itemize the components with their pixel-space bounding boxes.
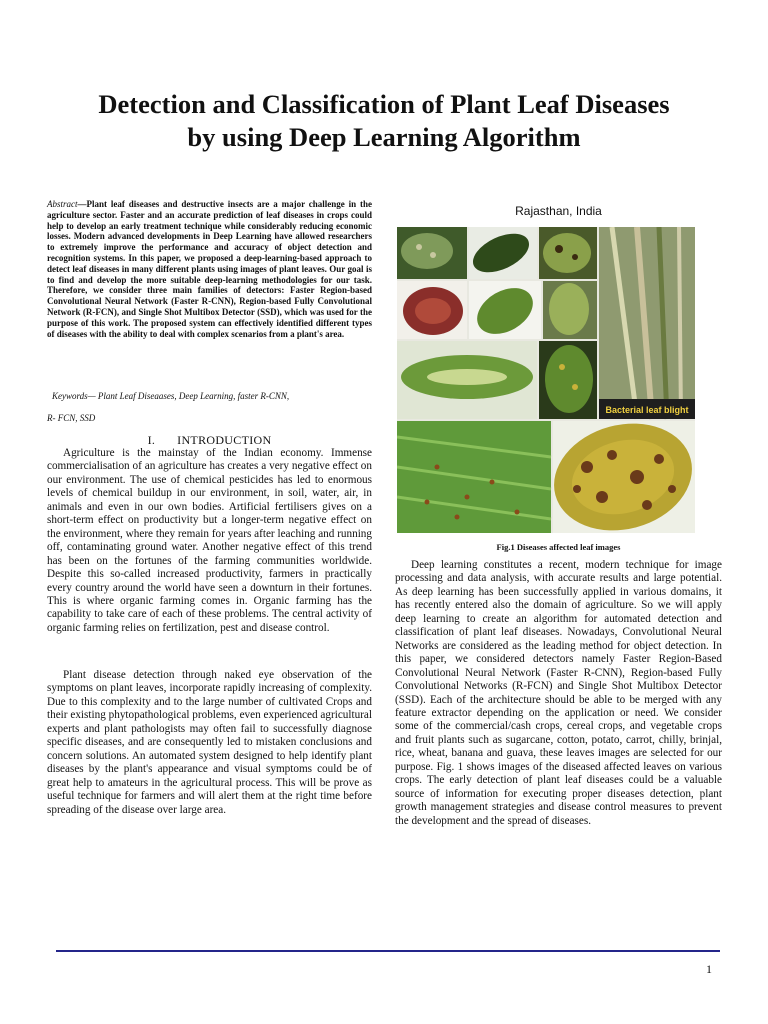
section-title: INTRODUCTION — [177, 433, 272, 447]
keywords-line-2: R- FCN, SSD — [47, 413, 96, 423]
title-line-1: Detection and Classification of Plant Leaf Diseases — [98, 89, 670, 119]
figure-caption: Fig.1 Diseases affected leaf images — [496, 542, 621, 552]
intro-paragraph-2: Plant disease detection through naked eye observation of the symptoms on plant leaves, incorporate rapidly increasing of complexity. Due to this complexity and to the large number of cultivated Crops and their existing phytopathological problems, even experienced agricultural experts and plant pathologists may often fail to successfully diagnose specific diseases, and are consequently led to mistaken conclusions and concern solutions. An automated system designed to help identify plant diseases by the plant's appearance and visual symptoms could be of great help to amateurs in the agricultural process. This will be prove as useful technique for farmers and will alert them at the right time before spreading of the disease over large area. — [47, 669, 372, 816]
leaf-collage-image — [397, 227, 695, 533]
right-paragraph: Deep learning constitutes a recent, modern technique for image processing and data analysis, with accurate results and large potential. As deep learning has been successfully applied in various domains, it has recently entered also the domain of agriculture. So we will apply deep learning to create an algorithm for automated detection and classification of plant leaf diseases. Nowadays, Convolutional Neural Networks are considered as the leading method for object detection. In this paper, we considered detectors namely Faster Region-Based Convolutional Neural Network (Faster R-CNN), Region-based Fully Convolutional Networks (R-FCN) and Single Shot Multibox Detector (SSD). Each of the architecture should be able to be merged with any feature extractor depending on the application or need. We consider some of the commercial/cash crops, cereal crops, and vegetable crops and fruit plants such as sugarcane, cotton, potato, carrot, chilly, brinjal, rice, wheat, banana and guava, these leaves images are selected for our purpose. Fig. 1 shows images of the diseased affected leaves on various crops. The early detection of plant leaf diseases could be a valuable source of information for executing proper diseases detection, plant growth management strategies and disease control measures to prevent the development and the spread of diseases. — [395, 559, 722, 827]
figure-leaf-collage — [397, 227, 695, 533]
page-number: 1 — [706, 962, 712, 976]
keywords-line-1: Keywords— Plant Leaf Diseaases, Deep Learning, faster R-CNN, — [52, 391, 290, 401]
abstract-text: —Plant leaf diseases and destructive insects are a major challenge in the agriculture sector. Faster and an accurate prediction of leaf diseases in crops could help to develop an early treatment technique while considerably reducing economic losses. Modern advanced developments in Deep Learning have allowed researchers to extremely improve the performance and accuracy of object detection and recognition systems. In this paper, we proposed a deep-learning-based approach to detect leaf diseases in many different plants using images of plant leaves. Our goal is to find and develop the more suitable deep-learning methodologies for our task. Therefore, we consider three main families of detectors: Faster Region-based Convolutional Neural Network (Faster R-CNN), Region-based Fully Convolutional Network (R-FCN), and Single Shot Multibox Detector (SSD), which was used for the purpose of this work. The proposed system can effectively identified different types of diseases with the ability to deal with complex scenarios from a plant's area. — [47, 199, 372, 339]
abstract — [47, 199, 372, 339]
title-line-2: by using Deep Learning Algorithm — [187, 122, 581, 152]
intro-paragraph-1: Agriculture is the mainstay of the Indian economy. Immense commercialisation of an agriculture has creates a very negative effect on our environment. The use of chemical pesticides has led to enormous levels of chemical buildup in our environment, in soil, water, air, in animals and even in our own bodies. Artificial fertilisers gives on a short-term effect on productivity but a longer-term negative effect on the environment, where they remain for years after leaching and running off, contaminating ground water. Another negative effect of this trend has been on the fortunes of the farming communities worldwide. Despite this so-called increased productivity, farmers in practically every country around the world have seen a downturn in their fortunes. This is where organic farming comes in. Organic farming has the capability to take care of each of these problems. The central activity of organic farming relies on fertilization, pest and disease control. — [47, 447, 372, 634]
author-affiliation: Rajasthan, India — [515, 204, 602, 218]
section-heading — [47, 433, 372, 448]
paper-title — [30, 88, 738, 154]
abstract-label: Abstract — [47, 199, 78, 209]
figure-inset-label: Bacterial leaf blight — [605, 405, 689, 415]
section-number: I. — [147, 433, 156, 447]
footer-rule — [56, 950, 720, 952]
